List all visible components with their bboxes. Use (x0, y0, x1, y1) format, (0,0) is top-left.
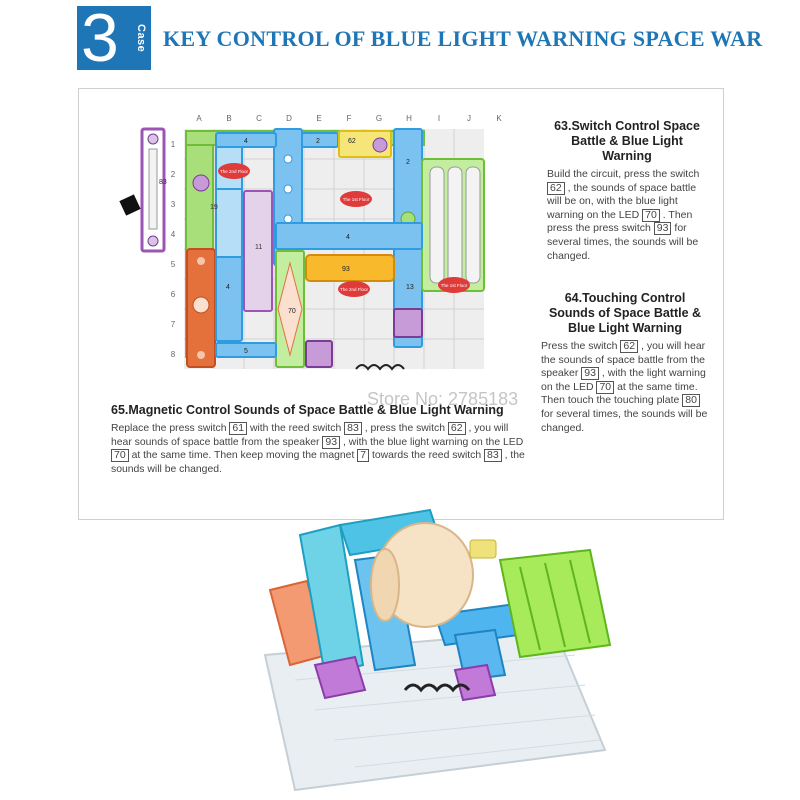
part-number: 11 (255, 244, 263, 251)
purple-module (244, 191, 272, 311)
case-badge (77, 0, 151, 76)
part-number: 93 (342, 266, 350, 273)
part-number: 4 (226, 284, 230, 291)
store-watermark: Store No: 2785183 (367, 389, 519, 409)
purple-led (306, 341, 332, 367)
speaker-93 (306, 255, 394, 281)
col-label: E (316, 114, 322, 123)
part-number: 19 (210, 204, 218, 211)
section-65 (111, 403, 531, 476)
part-ref: 62 (620, 340, 638, 353)
purple-led (216, 189, 242, 257)
part-ref: 80 (682, 394, 700, 407)
part-ref: 62 (547, 182, 565, 195)
text-run: with the reed switch (249, 423, 342, 434)
circuit-diagram (124, 109, 502, 384)
section-title: 65.Magnetic Control Sounds of Space Battle & Blue Light Warning (111, 403, 504, 417)
text-run: Build the circuit, press the switch (547, 168, 700, 180)
section-63 (547, 119, 707, 263)
col-label: H (406, 114, 412, 123)
col-label: C (256, 114, 262, 123)
case-number: 3 (81, 0, 119, 76)
floor-label: The 1st Floor (342, 197, 370, 202)
col-label: F (346, 114, 352, 123)
row-label: 3 (170, 200, 176, 209)
section-text (111, 422, 531, 476)
battery-icon (430, 167, 444, 283)
led-icon (193, 175, 209, 191)
part-ref: 70 (111, 449, 129, 462)
row-label: 7 (170, 320, 176, 329)
col-label: B (226, 114, 232, 123)
part-number: 83 (159, 179, 167, 186)
col-label: G (375, 114, 383, 123)
part-number: 70 (288, 308, 296, 315)
part-ref: 7 (357, 449, 369, 462)
text-run: , you will hear sounds of space battle from the speaker (111, 423, 509, 448)
text-run: , you will hear the sounds of space battle from the speaker (541, 340, 706, 380)
part-ref: 93 (654, 222, 672, 235)
part-number: 5 (244, 348, 248, 355)
row-label: 8 (170, 350, 176, 359)
floor-label: The 2nd Floor (219, 169, 249, 174)
row-label: 4 (170, 230, 176, 239)
part-number: 13 (406, 284, 414, 291)
text-run: at the same time. Then keep moving the magnet (131, 450, 355, 462)
text-run: for several times, the sounds will be changed. (541, 407, 708, 434)
section-64 (541, 291, 709, 435)
page-title: KEY CONTROL OF BLUE LIGHT WARNING SPACE WAR (163, 26, 763, 51)
part-ref: 83 (344, 422, 362, 435)
text-run: , the sounds will be changed. (111, 450, 525, 475)
case-word: Case (135, 23, 147, 53)
text-run: towards the reed switch (371, 450, 482, 462)
purple-led (315, 657, 365, 698)
part-ref: 93 (581, 367, 599, 380)
col-label: A (196, 114, 202, 123)
part-number: 4 (244, 138, 248, 145)
row-label: 2 (170, 170, 176, 179)
text-run: for several times, the sounds will be changed. (547, 222, 699, 262)
col-label: D (286, 114, 292, 123)
col-label: K (496, 114, 502, 123)
part-ref: 83 (484, 449, 502, 462)
battery-icon (466, 167, 480, 283)
section-title: 63.Switch Control Space Battle & Blue Light Warning (554, 119, 700, 163)
text-run: . Then press the press switch (547, 208, 693, 235)
part-number: 2 (406, 159, 410, 166)
text-run: , with the blue light warning on the LED (342, 436, 524, 448)
section-text (547, 168, 707, 263)
purple-led (455, 665, 495, 700)
part-ref: 70 (642, 209, 660, 222)
text-run: at the same time. Then touch the touching plate (541, 380, 698, 407)
part-number: 2 (316, 138, 320, 145)
text-run: Replace the press switch (111, 423, 227, 434)
battery-icon (448, 167, 462, 283)
row-label: 5 (170, 260, 176, 269)
blue-wire (216, 257, 242, 341)
text-run: Press the switch (541, 340, 618, 352)
part-ref: 93 (322, 436, 340, 449)
row-label: 6 (170, 290, 176, 299)
blue-wire (302, 133, 338, 147)
purple-led (394, 309, 422, 337)
col-label: J (467, 114, 471, 123)
text-run: , the sounds of space battle will be on, with the blue light warning on the LED (547, 181, 697, 221)
part-ref: 70 (596, 381, 614, 394)
floor-label: The 2nd Floor (339, 287, 369, 292)
switch-62 (470, 540, 496, 558)
part-number: 62 (348, 138, 356, 145)
part-ref: 62 (448, 422, 466, 435)
section-text (541, 340, 709, 435)
text-run: , press the switch (364, 423, 445, 434)
part-number: 4 (346, 234, 350, 241)
col-label: I (437, 114, 441, 123)
text-run: , with the light warning on the LED (541, 367, 706, 393)
section-title: 64.Touching Control Sounds of Space Battle & Blue Light Warning (548, 291, 702, 335)
product-photo (255, 505, 615, 795)
part-ref: 61 (229, 422, 247, 435)
magnet-icon (119, 194, 140, 215)
row-label: 1 (170, 140, 176, 149)
reed-switch-glass (149, 149, 157, 229)
instruction-panel (78, 88, 724, 520)
floor-label: The 1st Floor (440, 283, 468, 288)
